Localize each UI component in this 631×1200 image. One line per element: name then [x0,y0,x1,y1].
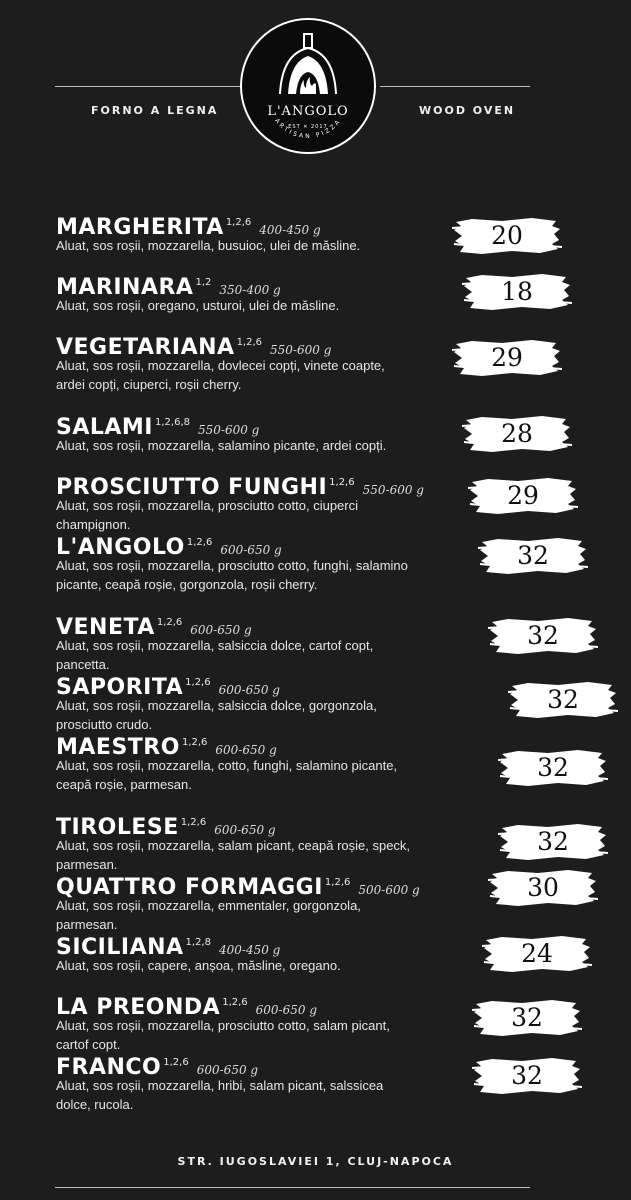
price-badge [472,1056,582,1096]
price-value: 29 [507,481,539,510]
logo [240,18,376,154]
allergens: 1,2,6 [222,997,248,1008]
price-value: 32 [517,541,549,570]
price-badge [498,748,608,788]
price-value: 28 [501,419,533,448]
weight: 600-650 g [196,1063,259,1077]
allergens: 1,2,6 [163,1057,189,1068]
footer-rule [55,1187,530,1188]
weight: 550-600 g [198,423,260,437]
weight: 600-650 g [215,743,277,757]
pizza-description: Aluat, sos roșii, capere, anșoa, măsline, oregano. [56,958,341,973]
price-value: 18 [501,277,533,306]
price-value: 29 [491,343,523,372]
header-rule-left [55,86,240,87]
allergens: 1,2,6,8 [155,417,190,428]
pizza-name: PROSCIUTTO FUNGHI [56,475,328,500]
weight: 600-650 g [220,543,282,557]
price-value: 30 [527,873,559,902]
allergens: 1,2,6 [185,677,211,688]
weight: 400-450 g [259,223,321,237]
weight: 350-400 g [219,283,281,297]
price-badge [488,868,598,908]
price-value: 32 [527,621,559,650]
pizza-description: Aluat, sos roșii, mozzarella, salamino picante, ardei copți. [56,438,387,453]
pizza-name: L'ANGOLO [56,535,185,560]
logo-established: EST ✕ 2017 [288,124,328,130]
pizza-description: Aluat, sos roșii, mozzarella, cotto, funghi, salamino picante, ceapă roșie, parmesan. [56,758,398,792]
pizza-name: MARINARA [56,275,194,300]
pizza-description: Aluat, sos roșii, mozzarella, emmentaler, gorgonzola, parmesan. [56,898,361,932]
price-badge [462,414,572,454]
pizza-description: Aluat, sos roșii, mozzarella, busuioc, ulei de măsline. [56,238,361,253]
price-badge [472,998,582,1038]
logo-name: L'ANGOLO [267,104,349,119]
pizza-name: VENETA [56,615,155,640]
weight: 400-450 g [218,943,281,957]
pizza-description: Aluat, sos roșii, mozzarella, dovlecei copți, vinete coapte, ardei copți, ciuperci, roșii cherry. [56,358,385,392]
pizza-name: SAPORITA [56,675,184,700]
weight: 600-650 g [190,623,252,637]
weight: 500-600 g [358,883,420,897]
price-badge [508,680,618,720]
pizza-name: FRANCO [56,1055,162,1080]
allergens: 1,2,6 [225,217,252,228]
pizza-oven-icon [242,20,374,152]
pizza-description: Aluat, sos roșii, oregano, usturoi, ulei de măsline. [56,298,340,313]
allergens: 1,2,6 [236,337,263,348]
allergens: 1,2,8 [185,937,211,948]
price-badge [498,822,608,862]
pizza-name: VEGETARIANA [56,335,235,360]
pizza-description: Aluat, sos roșii, mozzarella, salsiccia dolce, cartof copt, pancetta. [56,638,374,672]
price-badge [462,272,572,312]
allergens: 1,2,6 [156,617,183,628]
price-badge [452,216,562,256]
pizza-description: Aluat, sos roșii, mozzarella, prosciutto cotto, funghi, salamino picante, ceapă roșie, gorgonzola, roșii cherry. [56,558,408,592]
header-tag-left: FORNO A LEGNA [91,104,219,117]
pizza-name: SALAMI [56,415,153,440]
price-badge [452,338,562,378]
pizza-description: Aluat, sos roșii, mozzarella, prosciutto cotto, ciuperci champignon. [56,498,359,532]
price-value: 32 [511,1003,543,1032]
weight: 600-650 g [214,823,276,837]
weight: 550-600 g [270,343,332,357]
pizza-name: TIROLESE [56,815,179,840]
pizza-name: LA PREONDA [56,995,221,1020]
allergens: 1,2,6 [181,737,208,748]
header-rule-right [380,86,530,87]
pizza-name: SICILIANA [56,935,184,960]
address: STR. IUGOSLAVIEI 1, CLUJ-NAPOCA [177,1155,454,1168]
pizza-description: Aluat, sos roșii, mozzarella, salsiccia dolce, gorgonzola, prosciutto crudo. [56,698,377,732]
price-value: 24 [521,939,553,968]
allergens: 1,2 [195,277,212,288]
allergens: 1,2,6 [180,817,207,828]
price-value: 32 [537,753,569,782]
pizza-description: Aluat, sos roșii, mozzarella, salam picant, ceapă roșie, speck, parmesan. [56,838,411,872]
allergens: 1,2,6 [324,877,351,888]
logo-subtitle: ARTISAN PIZZA [273,117,343,141]
price-value: 20 [491,221,523,250]
price-value: 32 [511,1061,543,1090]
pizza-name: QUATTRO FORMAGGI [56,875,323,900]
pizza-description: Aluat, sos roșii, mozzarella, hribi, salam picant, salssicea dolce, rucola. [56,1078,384,1112]
allergens: 1,2,6 [329,477,355,488]
header-tag-right: WOOD OVEN [419,104,516,117]
weight: 550-600 g [362,483,424,497]
weight: 600-650 g [255,1003,318,1017]
price-badge [478,536,588,576]
pizza-description: Aluat, sos roșii, mozzarella, prosciutto cotto, salam picant, cartof copt. [56,1018,390,1052]
pizza-name: MARGHERITA [56,215,224,240]
price-value: 32 [547,685,579,714]
price-badge [468,476,578,516]
weight: 600-650 g [218,683,280,697]
price-badge [482,934,592,974]
price-value: 32 [537,827,569,856]
pizza-name: MAESTRO [56,735,180,760]
price-badge [488,616,598,656]
allergens: 1,2,6 [186,537,213,548]
